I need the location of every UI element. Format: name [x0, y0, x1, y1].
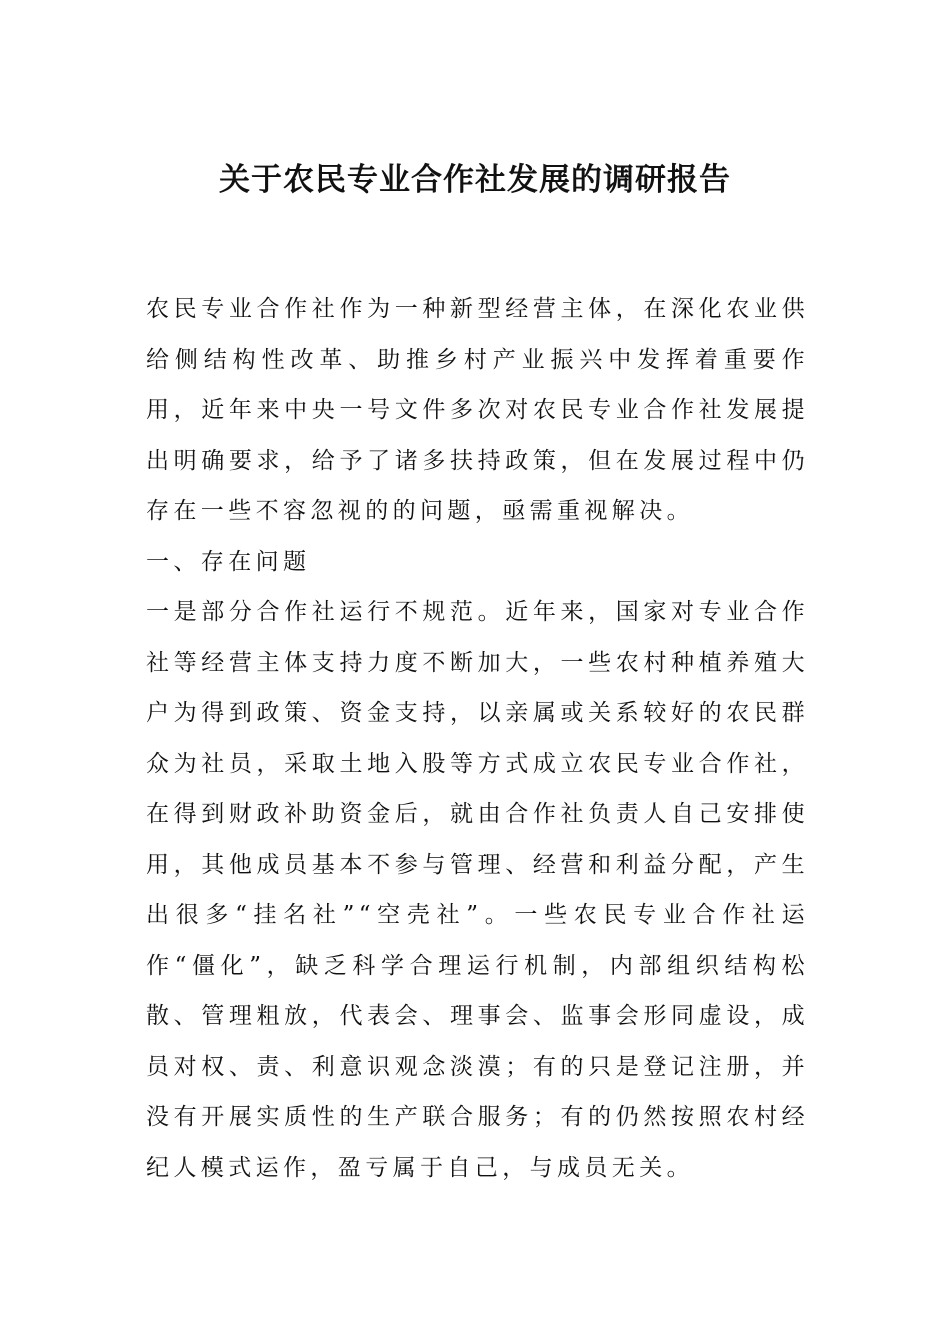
body-paragraph: 一是部分合作社运行不规范。近年来，国家对专业合作社等经营主体支持力度不断加大，一些农村种植养殖大户为得到政策、资金支持，以亲属或关系较好的农民群众为社员，采取土地入股等方式成立农民专业合作社，在得到财政补助资金后，就由合作社负责人自己安排使用，其他成员基本不参与管理、经营和利益分配，产生出很多“挂名社”“空壳社”。一些农民专业合作社运作“僵化”，缺乏科学合理运行机制，内部组织结构松散、管理粗放，代表会、理事会、监事会形同虚设，成员对权、责、利意识观念淡漠；有的只是登记注册，并没有开展实质性的生产联合服务；有的仍然按照农村经纪人模式运作，盈亏属于自己，与成员无关。	[146, 599, 809, 1181]
intro-paragraph: 农民专业合作社作为一种新型经营主体，在深化农业供给侧结构性改革、助推乡村产业振兴中发挥着重要作用，近年来中央一号文件多次对农民专业合作社发展提出明确要求，给予了诸多扶持政策，但在发展过程中仍存在一些不容忽视的的问题，亟需重视解决。	[146, 296, 809, 524]
document-body	[146, 284, 809, 1193]
section-heading: 一、存在问题	[146, 548, 311, 575]
document-title: 关于农民专业合作社发展的调研报告	[219, 162, 731, 198]
